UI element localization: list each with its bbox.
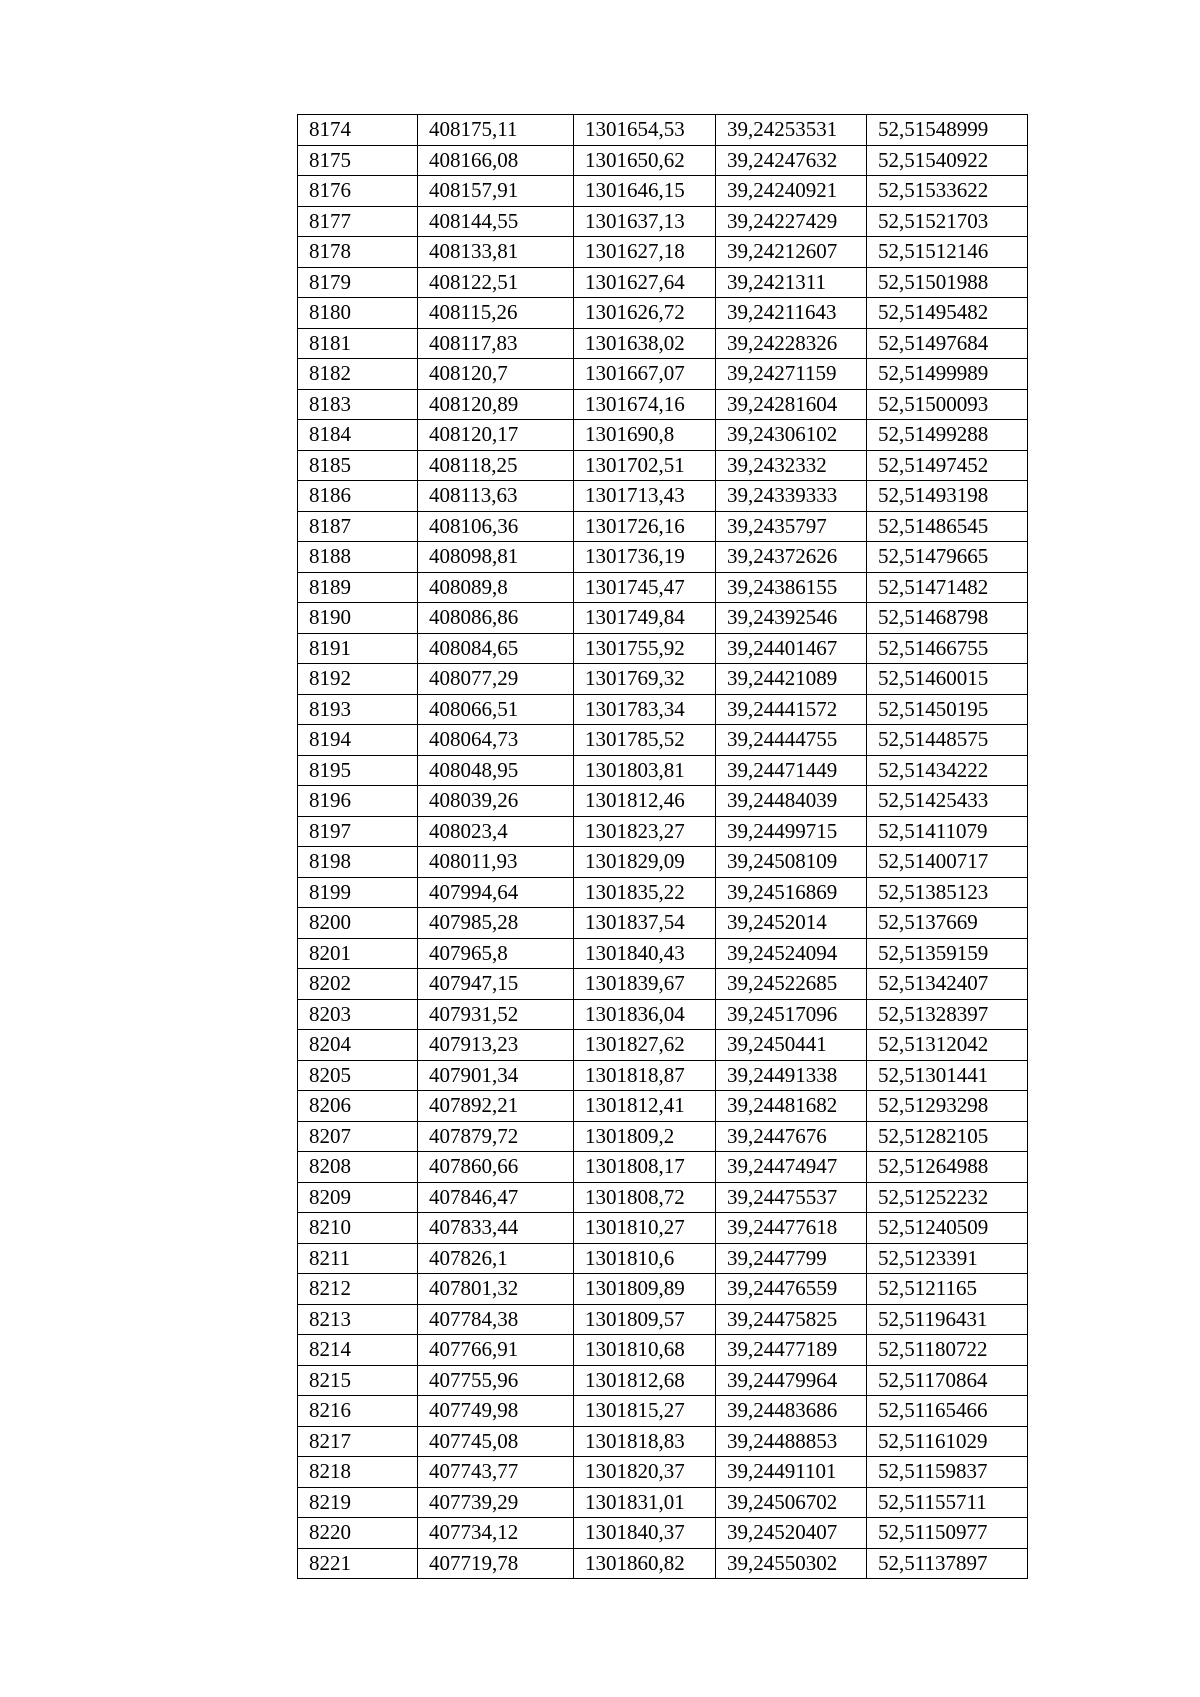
longitude-cell: 39,2432332 [716,450,867,481]
x-coordinate-cell: 407739,29 [418,1487,574,1518]
point-number-cell: 8184 [298,420,418,451]
longitude-cell: 39,24444755 [716,725,867,756]
table-row [298,420,1028,451]
y-coordinate-cell: 1301809,89 [574,1274,716,1305]
table-row [298,481,1028,512]
x-coordinate-cell: 407826,1 [418,1243,574,1274]
longitude-cell: 39,24240921 [716,176,867,207]
y-coordinate-cell: 1301749,84 [574,603,716,634]
x-coordinate-cell: 408122,51 [418,267,574,298]
x-coordinate-cell: 408066,51 [418,694,574,725]
longitude-cell: 39,24253531 [716,115,867,146]
point-number-cell: 8207 [298,1121,418,1152]
longitude-cell: 39,24281604 [716,389,867,420]
longitude-cell: 39,24488853 [716,1426,867,1457]
point-number-cell: 8221 [298,1548,418,1579]
longitude-cell: 39,24522685 [716,969,867,1000]
table-row [298,1335,1028,1366]
point-number-cell: 8215 [298,1365,418,1396]
point-number-cell: 8190 [298,603,418,634]
table-row [298,633,1028,664]
latitude-cell: 52,51499989 [867,359,1028,390]
longitude-cell: 39,24477618 [716,1213,867,1244]
x-coordinate-cell: 408064,73 [418,725,574,756]
point-number-cell: 8198 [298,847,418,878]
latitude-cell: 52,51293298 [867,1091,1028,1122]
point-number-cell: 8202 [298,969,418,1000]
table-row [298,1243,1028,1274]
table-row [298,328,1028,359]
latitude-cell: 52,51328397 [867,999,1028,1030]
longitude-cell: 39,24339333 [716,481,867,512]
latitude-cell: 52,51460015 [867,664,1028,695]
y-coordinate-cell: 1301840,43 [574,938,716,969]
point-number-cell: 8213 [298,1304,418,1335]
table-row [298,908,1028,939]
x-coordinate-cell: 407879,72 [418,1121,574,1152]
table-row [298,999,1028,1030]
point-number-cell: 8199 [298,877,418,908]
y-coordinate-cell: 1301837,54 [574,908,716,939]
latitude-cell: 52,51161029 [867,1426,1028,1457]
latitude-cell: 52,51312042 [867,1030,1028,1061]
latitude-cell: 52,51301441 [867,1060,1028,1091]
y-coordinate-cell: 1301650,62 [574,145,716,176]
longitude-cell: 39,24227429 [716,206,867,237]
table-row [298,1548,1028,1579]
x-coordinate-cell: 407931,52 [418,999,574,1030]
latitude-cell: 52,51180722 [867,1335,1028,1366]
x-coordinate-cell: 408011,93 [418,847,574,878]
table-row [298,664,1028,695]
y-coordinate-cell: 1301835,22 [574,877,716,908]
longitude-cell: 39,24372626 [716,542,867,573]
latitude-cell: 52,51342407 [867,969,1028,1000]
table-row [298,816,1028,847]
y-coordinate-cell: 1301836,04 [574,999,716,1030]
table-row [298,1487,1028,1518]
table-row [298,755,1028,786]
x-coordinate-cell: 407913,23 [418,1030,574,1061]
x-coordinate-cell: 407766,91 [418,1335,574,1366]
x-coordinate-cell: 408106,36 [418,511,574,542]
longitude-cell: 39,24401467 [716,633,867,664]
y-coordinate-cell: 1301637,13 [574,206,716,237]
latitude-cell: 52,51359159 [867,938,1028,969]
table-row [298,1060,1028,1091]
table-row [298,206,1028,237]
coordinates-table [297,114,1028,1579]
longitude-cell: 39,24474947 [716,1152,867,1183]
longitude-cell: 39,24524094 [716,938,867,969]
point-number-cell: 8220 [298,1518,418,1549]
longitude-cell: 39,24516869 [716,877,867,908]
y-coordinate-cell: 1301818,87 [574,1060,716,1091]
x-coordinate-cell: 407965,8 [418,938,574,969]
latitude-cell: 52,5123391 [867,1243,1028,1274]
y-coordinate-cell: 1301638,02 [574,328,716,359]
longitude-cell: 39,2450441 [716,1030,867,1061]
y-coordinate-cell: 1301674,16 [574,389,716,420]
latitude-cell: 52,51264988 [867,1152,1028,1183]
point-number-cell: 8192 [298,664,418,695]
y-coordinate-cell: 1301667,07 [574,359,716,390]
point-number-cell: 8187 [298,511,418,542]
y-coordinate-cell: 1301810,27 [574,1213,716,1244]
x-coordinate-cell: 407784,38 [418,1304,574,1335]
table-row [298,176,1028,207]
x-coordinate-cell: 408039,26 [418,786,574,817]
x-coordinate-cell: 408077,29 [418,664,574,695]
point-number-cell: 8182 [298,359,418,390]
table-row [298,115,1028,146]
latitude-cell: 52,5137669 [867,908,1028,939]
y-coordinate-cell: 1301646,15 [574,176,716,207]
latitude-cell: 52,51540922 [867,145,1028,176]
longitude-cell: 39,24392546 [716,603,867,634]
y-coordinate-cell: 1301745,47 [574,572,716,603]
longitude-cell: 39,24247632 [716,145,867,176]
point-number-cell: 8188 [298,542,418,573]
x-coordinate-cell: 408086,86 [418,603,574,634]
latitude-cell: 52,51486545 [867,511,1028,542]
y-coordinate-cell: 1301812,68 [574,1365,716,1396]
table-row [298,298,1028,329]
longitude-cell: 39,24491338 [716,1060,867,1091]
latitude-cell: 52,51252232 [867,1182,1028,1213]
table-row [298,1365,1028,1396]
table-row [298,969,1028,1000]
table-row [298,603,1028,634]
y-coordinate-cell: 1301654,53 [574,115,716,146]
y-coordinate-cell: 1301840,37 [574,1518,716,1549]
x-coordinate-cell: 408089,8 [418,572,574,603]
longitude-cell: 39,24477189 [716,1335,867,1366]
table-row [298,1182,1028,1213]
point-number-cell: 8174 [298,115,418,146]
x-coordinate-cell: 407985,28 [418,908,574,939]
x-coordinate-cell: 407994,64 [418,877,574,908]
latitude-cell: 52,51479665 [867,542,1028,573]
coordinates-table-body [298,115,1028,1579]
latitude-cell: 52,51137897 [867,1548,1028,1579]
point-number-cell: 8216 [298,1396,418,1427]
table-row [298,1274,1028,1305]
longitude-cell: 39,24476559 [716,1274,867,1305]
latitude-cell: 52,51533622 [867,176,1028,207]
point-number-cell: 8189 [298,572,418,603]
latitude-cell: 52,51150977 [867,1518,1028,1549]
x-coordinate-cell: 407801,32 [418,1274,574,1305]
x-coordinate-cell: 407860,66 [418,1152,574,1183]
latitude-cell: 52,51501988 [867,267,1028,298]
point-number-cell: 8209 [298,1182,418,1213]
longitude-cell: 39,24484039 [716,786,867,817]
x-coordinate-cell: 408166,08 [418,145,574,176]
latitude-cell: 52,51434222 [867,755,1028,786]
point-number-cell: 8175 [298,145,418,176]
longitude-cell: 39,24211643 [716,298,867,329]
point-number-cell: 8191 [298,633,418,664]
y-coordinate-cell: 1301818,83 [574,1426,716,1457]
longitude-cell: 39,24491101 [716,1457,867,1488]
table-row [298,572,1028,603]
table-row [298,145,1028,176]
latitude-cell: 52,51493198 [867,481,1028,512]
point-number-cell: 8210 [298,1213,418,1244]
x-coordinate-cell: 407734,12 [418,1518,574,1549]
longitude-cell: 39,2421311 [716,267,867,298]
point-number-cell: 8179 [298,267,418,298]
point-number-cell: 8208 [298,1152,418,1183]
latitude-cell: 52,51170864 [867,1365,1028,1396]
table-row [298,1152,1028,1183]
latitude-cell: 52,5121165 [867,1274,1028,1305]
x-coordinate-cell: 408118,25 [418,450,574,481]
point-number-cell: 8206 [298,1091,418,1122]
point-number-cell: 8193 [298,694,418,725]
longitude-cell: 39,24475537 [716,1182,867,1213]
y-coordinate-cell: 1301829,09 [574,847,716,878]
point-number-cell: 8178 [298,237,418,268]
table-row [298,1121,1028,1152]
longitude-cell: 39,2435797 [716,511,867,542]
y-coordinate-cell: 1301820,37 [574,1457,716,1488]
x-coordinate-cell: 408115,26 [418,298,574,329]
table-row [298,237,1028,268]
table-row [298,938,1028,969]
latitude-cell: 52,51521703 [867,206,1028,237]
longitude-cell: 39,24499715 [716,816,867,847]
longitude-cell: 39,24471449 [716,755,867,786]
y-coordinate-cell: 1301702,51 [574,450,716,481]
y-coordinate-cell: 1301783,34 [574,694,716,725]
longitude-cell: 39,24483686 [716,1396,867,1427]
longitude-cell: 39,24520407 [716,1518,867,1549]
table-row [298,450,1028,481]
point-number-cell: 8194 [298,725,418,756]
point-number-cell: 8214 [298,1335,418,1366]
x-coordinate-cell: 408048,95 [418,755,574,786]
latitude-cell: 52,51155711 [867,1487,1028,1518]
latitude-cell: 52,51411079 [867,816,1028,847]
y-coordinate-cell: 1301827,62 [574,1030,716,1061]
latitude-cell: 52,51548999 [867,115,1028,146]
table-row [298,389,1028,420]
latitude-cell: 52,51512146 [867,237,1028,268]
y-coordinate-cell: 1301690,8 [574,420,716,451]
point-number-cell: 8205 [298,1060,418,1091]
x-coordinate-cell: 408120,17 [418,420,574,451]
point-number-cell: 8218 [298,1457,418,1488]
longitude-cell: 39,24386155 [716,572,867,603]
y-coordinate-cell: 1301812,46 [574,786,716,817]
longitude-cell: 39,2447799 [716,1243,867,1274]
longitude-cell: 39,24212607 [716,237,867,268]
x-coordinate-cell: 407846,47 [418,1182,574,1213]
point-number-cell: 8177 [298,206,418,237]
longitude-cell: 39,24481682 [716,1091,867,1122]
table-row [298,1304,1028,1335]
x-coordinate-cell: 408120,89 [418,389,574,420]
y-coordinate-cell: 1301839,67 [574,969,716,1000]
latitude-cell: 52,51282105 [867,1121,1028,1152]
y-coordinate-cell: 1301809,57 [574,1304,716,1335]
point-number-cell: 8185 [298,450,418,481]
y-coordinate-cell: 1301627,18 [574,237,716,268]
table-row [298,1091,1028,1122]
latitude-cell: 52,51385123 [867,877,1028,908]
point-number-cell: 8212 [298,1274,418,1305]
table-row [298,1426,1028,1457]
x-coordinate-cell: 408084,65 [418,633,574,664]
point-number-cell: 8200 [298,908,418,939]
table-row [298,786,1028,817]
latitude-cell: 52,51400717 [867,847,1028,878]
y-coordinate-cell: 1301736,19 [574,542,716,573]
longitude-cell: 39,24441572 [716,694,867,725]
longitude-cell: 39,24421089 [716,664,867,695]
longitude-cell: 39,2447676 [716,1121,867,1152]
latitude-cell: 52,51165466 [867,1396,1028,1427]
y-coordinate-cell: 1301713,43 [574,481,716,512]
latitude-cell: 52,51468798 [867,603,1028,634]
y-coordinate-cell: 1301627,64 [574,267,716,298]
table-row [298,725,1028,756]
longitude-cell: 39,24508109 [716,847,867,878]
longitude-cell: 39,2452014 [716,908,867,939]
x-coordinate-cell: 407833,44 [418,1213,574,1244]
table-row [298,1213,1028,1244]
y-coordinate-cell: 1301812,41 [574,1091,716,1122]
x-coordinate-cell: 407901,34 [418,1060,574,1091]
longitude-cell: 39,24271159 [716,359,867,390]
latitude-cell: 52,51466755 [867,633,1028,664]
x-coordinate-cell: 407743,77 [418,1457,574,1488]
x-coordinate-cell: 407755,96 [418,1365,574,1396]
latitude-cell: 52,51425433 [867,786,1028,817]
point-number-cell: 8181 [298,328,418,359]
y-coordinate-cell: 1301860,82 [574,1548,716,1579]
y-coordinate-cell: 1301831,01 [574,1487,716,1518]
y-coordinate-cell: 1301755,92 [574,633,716,664]
y-coordinate-cell: 1301808,72 [574,1182,716,1213]
point-number-cell: 8176 [298,176,418,207]
x-coordinate-cell: 407749,98 [418,1396,574,1427]
x-coordinate-cell: 408023,4 [418,816,574,847]
x-coordinate-cell: 408133,81 [418,237,574,268]
table-row [298,511,1028,542]
latitude-cell: 52,51450195 [867,694,1028,725]
longitude-cell: 39,24306102 [716,420,867,451]
point-number-cell: 8201 [298,938,418,969]
point-number-cell: 8196 [298,786,418,817]
point-number-cell: 8195 [298,755,418,786]
latitude-cell: 52,51500093 [867,389,1028,420]
latitude-cell: 52,51497452 [867,450,1028,481]
y-coordinate-cell: 1301808,17 [574,1152,716,1183]
x-coordinate-cell: 407947,15 [418,969,574,1000]
table-row [298,267,1028,298]
table-row [298,1457,1028,1488]
x-coordinate-cell: 408098,81 [418,542,574,573]
longitude-cell: 39,24475825 [716,1304,867,1335]
point-number-cell: 8197 [298,816,418,847]
point-number-cell: 8211 [298,1243,418,1274]
longitude-cell: 39,24506702 [716,1487,867,1518]
x-coordinate-cell: 408113,63 [418,481,574,512]
x-coordinate-cell: 408120,7 [418,359,574,390]
point-number-cell: 8204 [298,1030,418,1061]
x-coordinate-cell: 408157,91 [418,176,574,207]
y-coordinate-cell: 1301626,72 [574,298,716,329]
latitude-cell: 52,51497684 [867,328,1028,359]
x-coordinate-cell: 408175,11 [418,115,574,146]
y-coordinate-cell: 1301815,27 [574,1396,716,1427]
latitude-cell: 52,51499288 [867,420,1028,451]
table-row [298,694,1028,725]
longitude-cell: 39,24228326 [716,328,867,359]
point-number-cell: 8186 [298,481,418,512]
table-row [298,877,1028,908]
y-coordinate-cell: 1301726,16 [574,511,716,542]
longitude-cell: 39,24550302 [716,1548,867,1579]
table-row [298,1030,1028,1061]
longitude-cell: 39,24479964 [716,1365,867,1396]
latitude-cell: 52,51240509 [867,1213,1028,1244]
latitude-cell: 52,51448575 [867,725,1028,756]
table-row [298,542,1028,573]
latitude-cell: 52,51495482 [867,298,1028,329]
point-number-cell: 8217 [298,1426,418,1457]
point-number-cell: 8183 [298,389,418,420]
x-coordinate-cell: 408144,55 [418,206,574,237]
point-number-cell: 8203 [298,999,418,1030]
x-coordinate-cell: 407719,78 [418,1548,574,1579]
y-coordinate-cell: 1301810,6 [574,1243,716,1274]
latitude-cell: 52,51159837 [867,1457,1028,1488]
x-coordinate-cell: 407892,21 [418,1091,574,1122]
latitude-cell: 52,51196431 [867,1304,1028,1335]
longitude-cell: 39,24517096 [716,999,867,1030]
point-number-cell: 8180 [298,298,418,329]
latitude-cell: 52,51471482 [867,572,1028,603]
y-coordinate-cell: 1301785,52 [574,725,716,756]
y-coordinate-cell: 1301823,27 [574,816,716,847]
x-coordinate-cell: 407745,08 [418,1426,574,1457]
y-coordinate-cell: 1301769,32 [574,664,716,695]
table-row [298,1396,1028,1427]
y-coordinate-cell: 1301803,81 [574,755,716,786]
y-coordinate-cell: 1301810,68 [574,1335,716,1366]
y-coordinate-cell: 1301809,2 [574,1121,716,1152]
table-row [298,847,1028,878]
table-row [298,359,1028,390]
table-row [298,1518,1028,1549]
point-number-cell: 8219 [298,1487,418,1518]
x-coordinate-cell: 408117,83 [418,328,574,359]
